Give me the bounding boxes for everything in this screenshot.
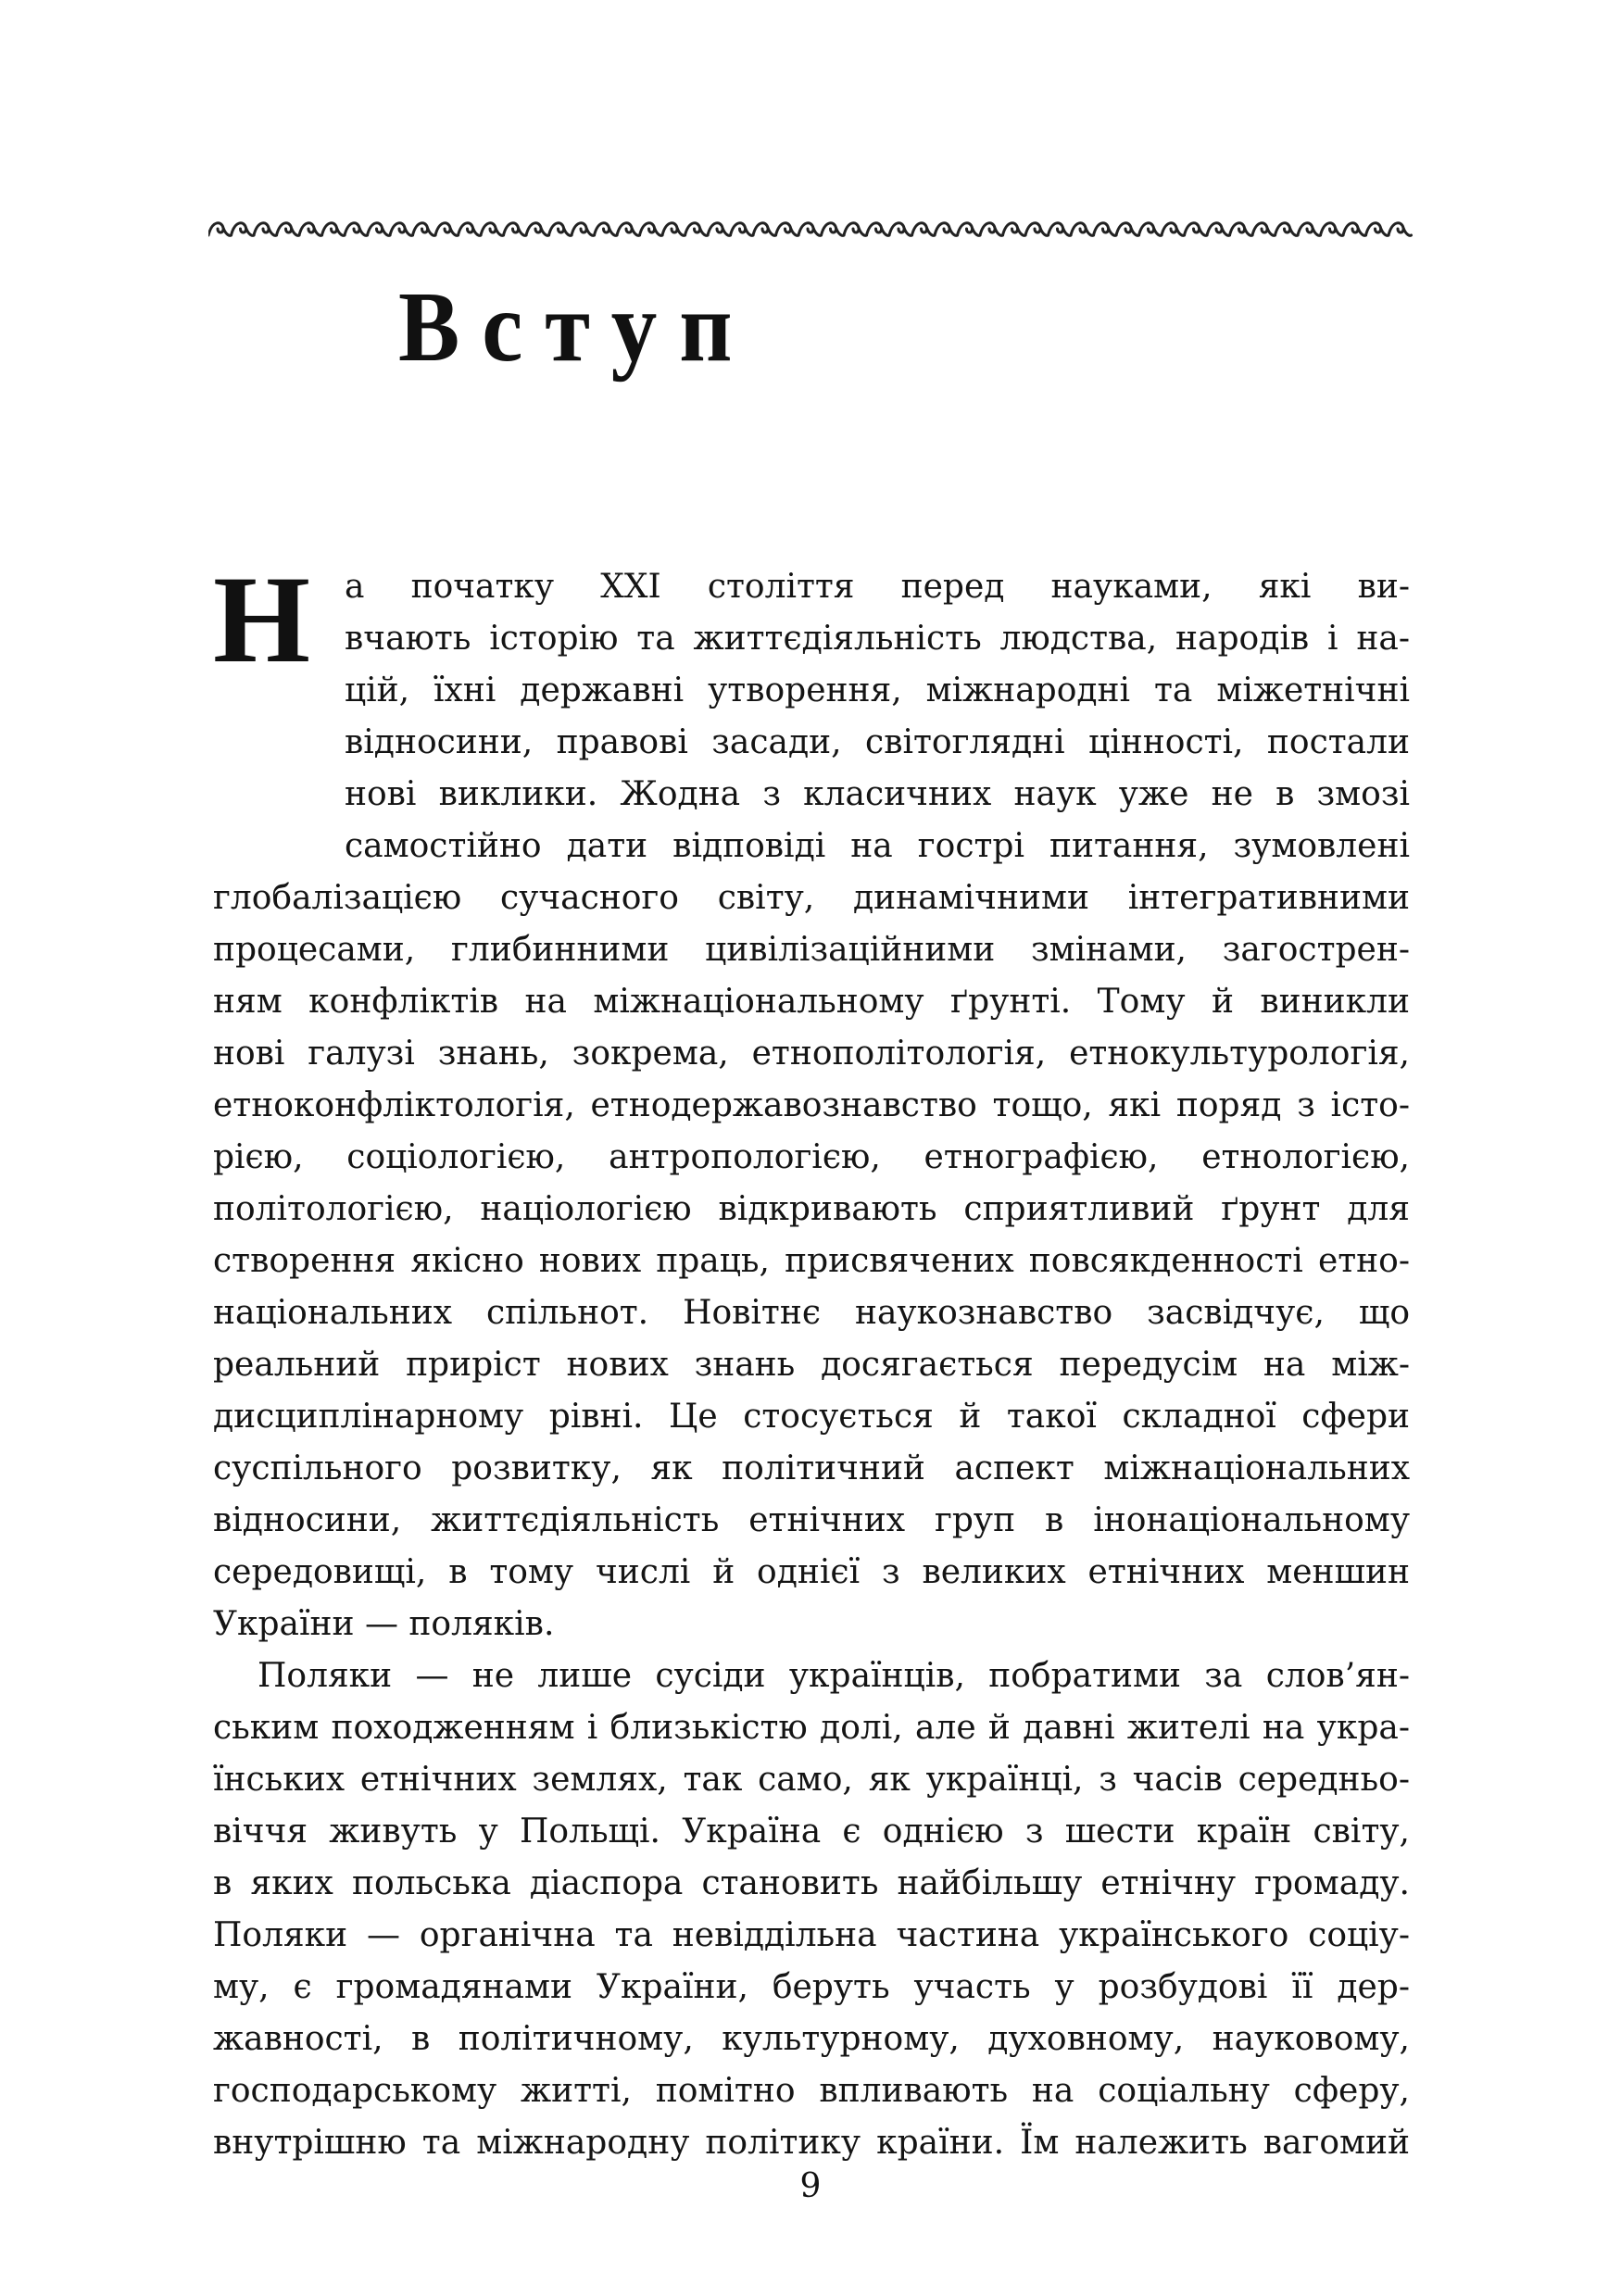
- chapter-title: Вступ: [398, 272, 755, 383]
- body-text: [213, 551, 1410, 2169]
- wave-scroll-element: [867, 223, 890, 236]
- text-line: реальний приріст нових знань досягається передусім на між-: [213, 1346, 1410, 1384]
- wave-scroll-element: [277, 223, 300, 236]
- wave-scroll-element: [1139, 223, 1162, 236]
- text-line: Поляки — не лише сусіди українців, побратими за слов’ян-: [258, 1657, 1410, 1695]
- wave-scroll-element: [504, 223, 527, 236]
- wave-scroll-element: [708, 223, 731, 236]
- text-line: господарському житті, помітно впливають на соціальну сферу,: [213, 2072, 1410, 2110]
- paragraph-2: [213, 1650, 1410, 2169]
- text-line: внутрішню та міжнародну політику країни. Їм належить вагомий: [213, 2124, 1410, 2162]
- wave-scroll-element: [1389, 223, 1412, 236]
- wave-scroll-element: [889, 223, 912, 236]
- text-line: му, є громадянами України, беруть участь у розбудові її дер-: [213, 1968, 1410, 2006]
- wave-scroll-element: [912, 223, 936, 236]
- wave-scroll-element: [958, 223, 981, 236]
- wave-scroll-element: [1162, 223, 1185, 236]
- wave-scroll-element: [1049, 223, 1072, 236]
- drop-cap: Н: [213, 551, 311, 689]
- text-line: середовищі, в тому числі й однієї з великих етнічних меншин: [213, 1553, 1410, 1591]
- wave-scroll-element: [481, 223, 504, 236]
- text-line: суспільного розвитку, як політичний аспект міжнаціональних: [213, 1449, 1410, 1487]
- wave-scroll-element: [595, 223, 618, 236]
- text-line: створення якісно нових праць, присвячених повсякденності етно-: [213, 1242, 1410, 1280]
- wave-scroll-element: [1025, 223, 1049, 236]
- wave-scroll-element: [254, 223, 277, 236]
- text-line: національних спільнот. Новітнє наукознавство засвідчує, що: [213, 1294, 1410, 1332]
- wave-scroll-element: [935, 223, 958, 236]
- wave-scroll-element: [1094, 223, 1117, 236]
- wave-scroll-element: [753, 223, 776, 236]
- text-line: Поляки — органічна та невіддільна частина українського соціу-: [213, 1916, 1410, 1954]
- wave-scroll-element: [413, 223, 436, 236]
- wave-scroll-element: [776, 223, 799, 236]
- wave-scroll-element: [1003, 223, 1026, 236]
- text-line: відносини, правові засади, світоглядні цінності, постали: [345, 723, 1410, 761]
- text-line: етноконфліктологія, етнодержавознавство тощо, які поряд з істо-: [213, 1086, 1410, 1124]
- wave-scroll-element: [1366, 223, 1389, 236]
- text-line: рією, соціологією, антропологією, етнографією, етнологією,: [213, 1138, 1410, 1176]
- wave-scroll-element: [844, 223, 867, 236]
- wave-scroll-element: [980, 223, 1003, 236]
- text-line: глобалізацією сучасного світу, динамічними інтегративними: [213, 879, 1410, 917]
- text-line: України — поляків.: [213, 1605, 555, 1643]
- wave-scroll-element: [1185, 223, 1208, 236]
- paragraph-1: [213, 561, 1410, 1650]
- wave-scroll-element: [1321, 223, 1344, 236]
- text-line: процесами, глибинними цивілізаційними змінами, загострен-: [213, 931, 1410, 969]
- wave-scroll-element: [368, 223, 391, 236]
- wave-scroll-element: [798, 223, 822, 236]
- text-line: віччя живуть у Польщі. Україна є однією з шести країн світу,: [213, 1813, 1410, 1851]
- text-line: ським походженням і близькістю долі, але й давні жителі на укра-: [213, 1709, 1410, 1747]
- wave-scroll-element: [390, 223, 413, 236]
- text-line: в яких польська діаспора становить найбільшу етнічну громаду.: [213, 1864, 1410, 1902]
- text-line: самостійно дати відповіді на гострі питання, зумовлені: [345, 827, 1410, 865]
- wave-scroll-element: [526, 223, 549, 236]
- wave-scroll-element: [617, 223, 640, 236]
- wave-scroll-element: [459, 223, 482, 236]
- text-line: їнських етнічних землях, так само, як українці, з часів середньо-: [213, 1761, 1410, 1799]
- wave-scroll-element: [208, 223, 232, 236]
- wave-scroll-element: [1275, 223, 1299, 236]
- text-line: нові виклики. Жодна з класичних наук уже не в змозі: [345, 775, 1410, 813]
- text-line: а початку XXI століття перед науками, які ви-: [345, 568, 1410, 606]
- wave-scroll-element: [322, 223, 346, 236]
- wave-scroll-element: [345, 223, 368, 236]
- wave-scroll-element: [640, 223, 663, 236]
- wave-scroll-element: [1071, 223, 1094, 236]
- page-number: 9: [799, 2167, 822, 2205]
- wave-scroll-element: [1298, 223, 1321, 236]
- wave-scroll-element: [1116, 223, 1139, 236]
- wave-scroll-element: [299, 223, 322, 236]
- wave-scroll-element: [1343, 223, 1366, 236]
- wave-scroll-element: [662, 223, 685, 236]
- text-line: дисциплінарному рівні. Це стосується й такої складної сфери: [213, 1398, 1410, 1436]
- wave-scroll-ornament-icon: [208, 211, 1417, 246]
- text-line: відносини, життєдіяльність етнічних груп в інонаціональному: [213, 1501, 1410, 1539]
- wave-scroll-element: [549, 223, 572, 236]
- wave-scroll-element: [572, 223, 595, 236]
- wave-scroll-element: [685, 223, 709, 236]
- wave-scroll-element: [731, 223, 754, 236]
- wave-scroll-element: [1230, 223, 1253, 236]
- wave-scroll-element: [232, 223, 255, 236]
- text-line: вчають історію та життєдіяльність людства, народів і на-: [345, 620, 1410, 658]
- wave-scroll-element: [1252, 223, 1275, 236]
- text-line: цій, їхні державні утворення, міжнародні та міжетнічні: [345, 671, 1410, 709]
- text-line: жавності, в політичному, культурному, духовному, науковому,: [213, 2020, 1410, 2058]
- text-line: політологією, націологією відкривають сприятливий ґрунт для: [213, 1190, 1410, 1228]
- text-line: нові галузі знань, зокрема, етнополітологія, етнокультурологія,: [213, 1035, 1410, 1073]
- wave-scroll-element: [822, 223, 845, 236]
- wave-scroll-element: [1207, 223, 1230, 236]
- wave-scroll-element: [435, 223, 459, 236]
- text-line: ням конфліктів на міжнаціональному ґрунті. Тому й виникли: [213, 983, 1410, 1021]
